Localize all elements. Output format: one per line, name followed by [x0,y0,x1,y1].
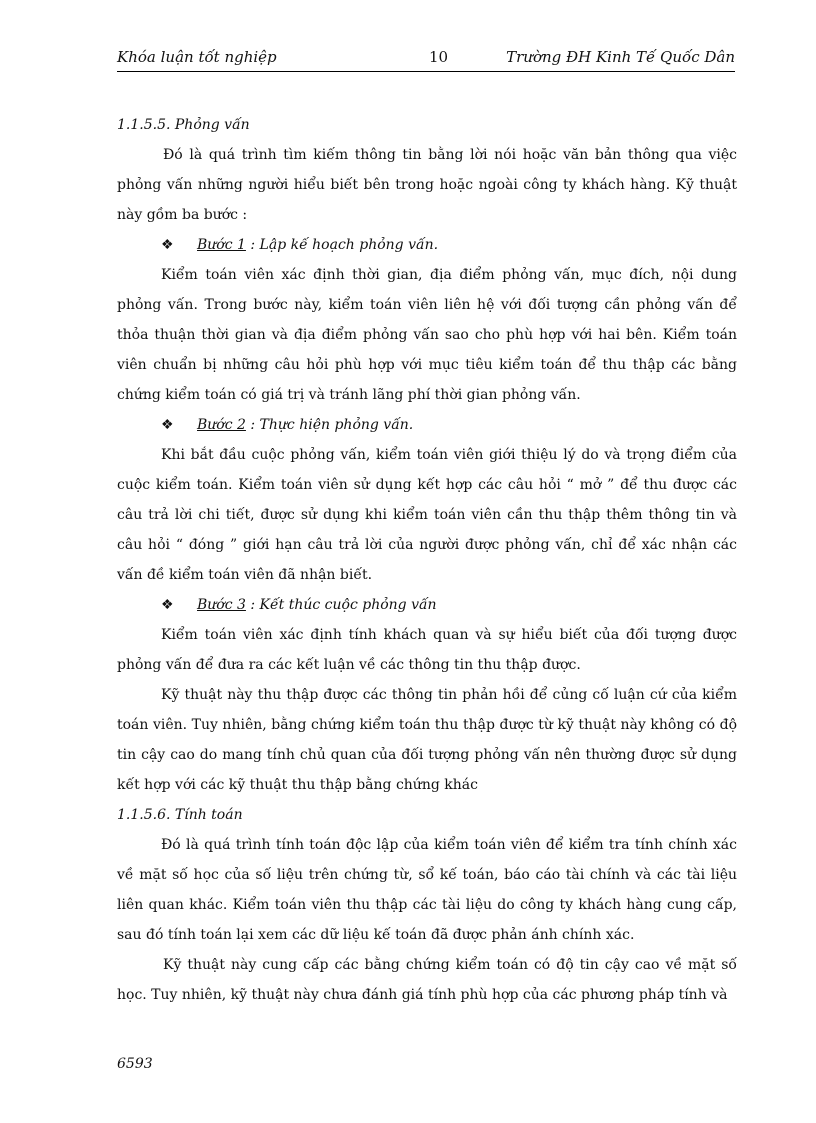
step-3-title: : Kết thúc cuộc phỏng vấn [245,597,437,613]
section-heading-calculation: 1.1.5.6. Tính toán [117,807,243,823]
calculation-paragraph-2: Kỹ thuật này cung cấp các bằng chứng kiểm toán có độ tin cậy cao về mặt số học. Tuy nhiên, kỹ thuật này chưa đánh giá tính phù hợp của các phương pháp tính và [117,957,737,1003]
step-1-paragraph: Kiểm toán viên xác định thời gian, địa điểm phỏng vấn, mục đích, nội dung phỏng vấn. Trong bước này, kiểm toán viên liên hệ với đối tượng cần phỏng vấn để thỏa thuận thời gian và địa điểm phỏng vấn sao cho phù hợp với hai bên. Kiểm toán viên chuẩn bị những câu hỏi phù hợp với mục tiêu kiểm toán để thu thập các bằng chứng kiểm toán có giá trị và tránh lãng phí thời gian phỏng vấn. [117,267,737,403]
interview-conclusion-paragraph: Kỹ thuật này thu thập được các thông tin phản hồi để củng cố luận cứ của kiểm toán viên. Tuy nhiên, bằng chứng kiểm toán thu thập được từ kỹ thuật này không có độ tin cậy cao do mang tính chủ quan của đối tượng phỏng vấn nên thường được sử dụng kết hợp với các kỹ thuật thu thập bằng chứng khác [117,687,737,793]
page-body [117,110,737,1010]
step-2-heading [117,410,737,440]
diamond-bullet-icon: ❖ [161,597,174,613]
step-1-title: : Lập kế hoạch phỏng vấn. [245,237,439,253]
step-2-paragraph: Khi bắt đầu cuộc phỏng vấn, kiểm toán viên giới thiệu lý do và trọng điểm của cuộc kiểm toán. Kiểm toán viên sử dụng kết hợp các câu hỏi “ mở ” để thu được các câu trả lời chi tiết, được sử dụng khi kiểm toán viên cần thu thập thêm thông tin và câu hỏi “ đóng ” giới hạn câu trả lời của người được phỏng vấn, chỉ để xác nhận các vấn đề kiểm toán viên đã nhận biết. [117,447,737,583]
step-3-heading [117,590,737,620]
calculation-paragraph-1: Đó là quá trình tính toán độc lập của kiểm toán viên để kiểm tra tính chính xác về mặt số học của số liệu trên chứng từ, sổ kế toán, báo cáo tài chính và các tài liệu liên quan khác. Kiểm toán viên thu thập các tài liệu do công ty khách hàng cung cấp, sau đó tính toán lại xem các dữ liệu kế toán đã được phản ánh chính xác. [117,837,737,943]
step-3-paragraph: Kiểm toán viên xác định tính khách quan và sự hiểu biết của đối tượng được phỏng vấn để đưa ra các kết luận về các thông tin thu thập được. [117,627,737,673]
step-1-label: Bước 1 [197,237,246,253]
step-2-title: : Thực hiện phỏng vấn. [245,417,414,433]
page-header [117,48,735,70]
interview-intro-paragraph: Đó là quá trình tìm kiếm thông tin bằng lời nói hoặc văn bản thông qua việc phỏng vấn những người hiểu biết bên trong hoặc ngoài công ty khách hàng. Kỹ thuật này gồm ba bước : [117,147,737,223]
footer-document-code: 6593 [117,1056,153,1072]
step-1-heading [117,230,737,260]
header-thesis-title: Khóa luận tốt nghiệp [117,48,277,66]
diamond-bullet-icon: ❖ [161,237,174,253]
header-divider [117,71,735,72]
diamond-bullet-icon: ❖ [161,417,174,433]
step-2-label: Bước 2 [197,417,246,433]
header-university: Trường ĐH Kinh Tế Quốc Dân [506,48,735,66]
page-number: 10 [429,48,449,66]
section-heading-interview: 1.1.5.5. Phỏng vấn [117,117,250,133]
step-3-label: Bước 3 [197,597,246,613]
